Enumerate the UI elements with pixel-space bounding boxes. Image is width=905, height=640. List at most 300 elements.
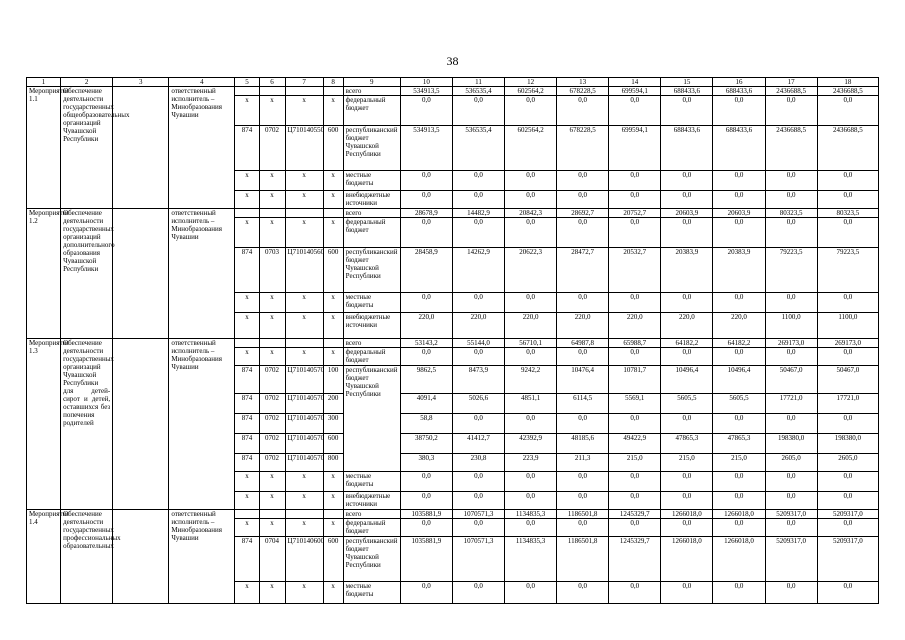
value-cell: 0,0 (765, 96, 817, 126)
value-cell: 0,0 (452, 414, 504, 434)
value-cell: 678228,5 (557, 87, 609, 96)
measure-cell: Мероприятие 1.4 (27, 510, 61, 604)
value-cell: 0,0 (505, 492, 557, 510)
column-header: 18 (817, 78, 878, 87)
code-type-cell: x (323, 492, 343, 510)
source-cell: республиканский бюджет Чувашской Республики (343, 366, 400, 472)
value-cell: 1266018,0 (661, 510, 713, 519)
value-cell: 0,0 (817, 293, 878, 313)
code-section-cell: x (259, 171, 285, 191)
source-cell: внебюджетные источники (343, 492, 400, 510)
value-cell: 1100,0 (765, 313, 817, 339)
code-admin-cell: 874 (235, 126, 259, 171)
value-cell: 1134835,3 (505, 510, 557, 519)
value-cell: 0,0 (557, 519, 609, 537)
value-cell: 269173,0 (817, 339, 878, 348)
code-admin-cell: 874 (235, 537, 259, 582)
value-cell: 0,0 (452, 582, 504, 604)
code-type-cell (323, 339, 343, 348)
value-cell: 230,8 (452, 454, 504, 472)
value-cell: 220,0 (661, 313, 713, 339)
value-cell: 20383,9 (661, 248, 713, 293)
empty-cell (113, 87, 169, 209)
value-cell: 0,0 (557, 218, 609, 248)
value-cell: 2605,0 (817, 454, 878, 472)
value-cell: 699594,1 (609, 126, 661, 171)
code-type-cell (323, 87, 343, 96)
value-cell: 688433,6 (661, 87, 713, 96)
column-header: 5 (235, 78, 259, 87)
code-type-cell: x (323, 313, 343, 339)
code-type-cell: x (323, 348, 343, 366)
measure-cell: Мероприятие 1.1 (27, 87, 61, 209)
value-cell: 5209317,0 (765, 510, 817, 519)
value-cell: 0,0 (765, 171, 817, 191)
value-cell: 9862,5 (400, 366, 452, 394)
value-cell: 0,0 (505, 293, 557, 313)
column-header: 17 (765, 78, 817, 87)
code-section-cell: x (259, 293, 285, 313)
value-cell: 1266018,0 (713, 510, 765, 519)
description-cell: Обеспечение деятельности государственных общеобразовательных организаций Чувашской Республики (61, 87, 113, 209)
value-cell: 0,0 (609, 218, 661, 248)
code-target-cell: x (285, 519, 323, 537)
code-section-cell: x (259, 492, 285, 510)
column-header: 11 (452, 78, 504, 87)
value-cell: 0,0 (452, 96, 504, 126)
source-cell: федеральный бюджет (343, 348, 400, 366)
code-target-cell: Ц710140600 (285, 537, 323, 582)
value-cell: 0,0 (400, 519, 452, 537)
code-section-cell (259, 209, 285, 218)
value-cell: 20842,3 (505, 209, 557, 218)
code-section-cell: x (259, 218, 285, 248)
column-header: 7 (285, 78, 323, 87)
value-cell: 0,0 (400, 171, 452, 191)
value-cell: 0,0 (817, 582, 878, 604)
value-cell: 0,0 (817, 348, 878, 366)
code-admin-cell: 874 (235, 434, 259, 454)
code-target-cell: x (285, 472, 323, 492)
value-cell: 0,0 (661, 492, 713, 510)
code-section-cell: x (259, 191, 285, 209)
value-cell: 220,0 (452, 313, 504, 339)
value-cell: 0,0 (400, 348, 452, 366)
value-cell: 14482,9 (452, 209, 504, 218)
column-header: 14 (609, 78, 661, 87)
value-cell: 17721,0 (817, 394, 878, 414)
value-cell: 2436688,5 (817, 87, 878, 96)
code-target-cell: x (285, 293, 323, 313)
value-cell: 0,0 (557, 472, 609, 492)
value-cell: 0,0 (609, 519, 661, 537)
value-cell: 1035881,9 (400, 537, 452, 582)
value-cell: 0,0 (713, 472, 765, 492)
column-header: 16 (713, 78, 765, 87)
value-cell: 0,0 (661, 171, 713, 191)
code-section-cell (259, 339, 285, 348)
value-cell: 5026,6 (452, 394, 504, 414)
value-cell: 0,0 (400, 293, 452, 313)
value-cell: 0,0 (557, 96, 609, 126)
code-target-cell (285, 209, 323, 218)
column-header: 13 (557, 78, 609, 87)
value-cell: 0,0 (661, 519, 713, 537)
budget-table (26, 77, 879, 604)
column-header: 15 (661, 78, 713, 87)
code-type-cell: 600 (323, 248, 343, 293)
value-cell: 678228,5 (557, 126, 609, 171)
value-cell: 1266018,0 (713, 537, 765, 582)
code-type-cell: 600 (323, 537, 343, 582)
value-cell: 5209317,0 (817, 537, 878, 582)
column-header: 6 (259, 78, 285, 87)
value-cell: 49422,9 (609, 434, 661, 454)
code-target-cell: x (285, 96, 323, 126)
code-type-cell: x (323, 582, 343, 604)
code-target-cell: x (285, 191, 323, 209)
value-cell: 0,0 (661, 218, 713, 248)
value-cell: 6114,5 (557, 394, 609, 414)
value-cell: 215,0 (713, 454, 765, 472)
value-cell: 0,0 (609, 171, 661, 191)
value-cell: 41412,7 (452, 434, 504, 454)
code-admin-cell: x (235, 191, 259, 209)
code-admin-cell (235, 209, 259, 218)
code-section-cell: x (259, 519, 285, 537)
value-cell: 48185,6 (557, 434, 609, 454)
source-cell: республиканский бюджет Чувашской Республики (343, 248, 400, 293)
value-cell: 1266018,0 (661, 537, 713, 582)
value-cell: 0,0 (713, 348, 765, 366)
column-header: 12 (505, 78, 557, 87)
empty-cell (113, 209, 169, 339)
value-cell: 380,3 (400, 454, 452, 472)
code-section-cell: 0702 (259, 366, 285, 394)
column-header: 3 (113, 78, 169, 87)
value-cell: 0,0 (452, 171, 504, 191)
column-header: 10 (400, 78, 452, 87)
table-row (27, 209, 879, 218)
value-cell: 215,0 (609, 454, 661, 472)
value-cell: 0,0 (505, 582, 557, 604)
value-cell: 0,0 (661, 191, 713, 209)
code-section-cell (259, 510, 285, 519)
value-cell: 64182,2 (661, 339, 713, 348)
code-section-cell: x (259, 96, 285, 126)
code-type-cell: 200 (323, 394, 343, 414)
code-target-cell: Ц710140570 (285, 394, 323, 414)
value-cell: 223,9 (505, 454, 557, 472)
code-admin-cell: x (235, 582, 259, 604)
value-cell: 534913,5 (400, 126, 452, 171)
executor-cell: ответственный исполнитель – Минобразования Чувашии (169, 339, 235, 510)
value-cell: 0,0 (557, 414, 609, 434)
value-cell: 602564,2 (505, 87, 557, 96)
code-type-cell (323, 510, 343, 519)
code-type-cell: x (323, 191, 343, 209)
value-cell: 80323,5 (817, 209, 878, 218)
code-admin-cell: x (235, 96, 259, 126)
value-cell: 0,0 (765, 519, 817, 537)
value-cell: 8473,9 (452, 366, 504, 394)
code-target-cell (285, 339, 323, 348)
value-cell: 220,0 (400, 313, 452, 339)
column-header: 4 (169, 78, 235, 87)
value-cell: 0,0 (609, 472, 661, 492)
value-cell: 5605,5 (661, 394, 713, 414)
value-cell: 4091,4 (400, 394, 452, 414)
value-cell: 0,0 (765, 582, 817, 604)
value-cell: 0,0 (713, 492, 765, 510)
value-cell: 50467,0 (765, 366, 817, 394)
code-section-cell: x (259, 348, 285, 366)
code-admin-cell (235, 87, 259, 96)
source-cell: республиканский бюджет Чувашской Республики (343, 537, 400, 582)
table-row (27, 339, 879, 348)
value-cell: 10781,7 (609, 366, 661, 394)
value-cell: 56710,1 (505, 339, 557, 348)
value-cell: 20532,7 (609, 248, 661, 293)
executor-cell: ответственный исполнитель – Минобразования Чувашии (169, 510, 235, 604)
value-cell: 536535,4 (452, 87, 504, 96)
code-type-cell (323, 209, 343, 218)
code-type-cell: x (323, 218, 343, 248)
code-section-cell: 0702 (259, 394, 285, 414)
value-cell: 0,0 (765, 414, 817, 434)
value-cell: 536535,4 (452, 126, 504, 171)
code-admin-cell: x (235, 472, 259, 492)
code-type-cell: 600 (323, 126, 343, 171)
code-target-cell: Ц710140570 (285, 454, 323, 472)
value-cell: 0,0 (400, 472, 452, 492)
value-cell: 0,0 (765, 492, 817, 510)
value-cell: 269173,0 (765, 339, 817, 348)
value-cell: 0,0 (713, 96, 765, 126)
value-cell: 1100,0 (817, 313, 878, 339)
column-header: 1 (27, 78, 61, 87)
code-admin-cell: 874 (235, 394, 259, 414)
value-cell: 0,0 (505, 218, 557, 248)
value-cell: 688433,6 (713, 87, 765, 96)
source-cell: всего (343, 339, 400, 348)
value-cell: 1070571,3 (452, 510, 504, 519)
value-cell: 10496,4 (661, 366, 713, 394)
value-cell: 0,0 (713, 218, 765, 248)
value-cell: 1245329,7 (609, 510, 661, 519)
table-row (27, 87, 879, 96)
value-cell: 47865,3 (661, 434, 713, 454)
value-cell: 0,0 (609, 414, 661, 434)
source-cell: местные бюджеты (343, 582, 400, 604)
value-cell: 0,0 (817, 414, 878, 434)
code-type-cell: x (323, 96, 343, 126)
value-cell: 0,0 (452, 348, 504, 366)
value-cell: 2436688,5 (765, 126, 817, 171)
code-target-cell: x (285, 313, 323, 339)
code-type-cell: 800 (323, 454, 343, 472)
value-cell: 0,0 (609, 582, 661, 604)
value-cell: 50467,0 (817, 366, 878, 394)
value-cell: 0,0 (557, 293, 609, 313)
code-type-cell: 600 (323, 434, 343, 454)
header-row (27, 78, 879, 87)
code-target-cell: Ц710140560 (285, 248, 323, 293)
value-cell: 1245329,7 (609, 537, 661, 582)
code-section-cell (259, 87, 285, 96)
value-cell: 198380,0 (765, 434, 817, 454)
value-cell: 5209317,0 (765, 537, 817, 582)
source-cell: федеральный бюджет (343, 218, 400, 248)
value-cell: 0,0 (661, 348, 713, 366)
value-cell: 0,0 (609, 191, 661, 209)
source-cell: внебюджетные источники (343, 191, 400, 209)
code-section-cell: 0702 (259, 414, 285, 434)
value-cell: 0,0 (505, 414, 557, 434)
value-cell: 0,0 (400, 218, 452, 248)
code-target-cell: Ц710140570 (285, 434, 323, 454)
value-cell: 0,0 (817, 96, 878, 126)
value-cell: 0,0 (400, 96, 452, 126)
source-cell: федеральный бюджет (343, 96, 400, 126)
value-cell: 0,0 (557, 582, 609, 604)
value-cell: 0,0 (452, 492, 504, 510)
executor-cell: ответственный исполнитель – Минобразования Чувашии (169, 209, 235, 339)
page-number: 38 (446, 54, 459, 68)
value-cell: 0,0 (400, 191, 452, 209)
value-cell: 53143,2 (400, 339, 452, 348)
code-type-cell: x (323, 519, 343, 537)
table-body (27, 78, 879, 604)
value-cell: 0,0 (400, 582, 452, 604)
code-target-cell: Ц710140570 (285, 414, 323, 434)
column-header: 2 (61, 78, 113, 87)
value-cell: 699594,1 (609, 87, 661, 96)
value-cell: 38750,2 (400, 434, 452, 454)
executor-cell: ответственный исполнитель – Минобразования Чувашии (169, 87, 235, 209)
value-cell: 0,0 (713, 171, 765, 191)
value-cell: 2605,0 (765, 454, 817, 472)
value-cell: 0,0 (661, 472, 713, 492)
value-cell: 17721,0 (765, 394, 817, 414)
measure-cell: Мероприятие 1.3 (27, 339, 61, 510)
value-cell: 198380,0 (817, 434, 878, 454)
code-admin-cell: x (235, 218, 259, 248)
source-cell: федеральный бюджет (343, 519, 400, 537)
code-section-cell: 0702 (259, 126, 285, 171)
code-target-cell (285, 510, 323, 519)
value-cell: 0,0 (765, 472, 817, 492)
value-cell: 1035881,9 (400, 510, 452, 519)
value-cell: 0,0 (765, 218, 817, 248)
code-section-cell: 0703 (259, 248, 285, 293)
value-cell: 211,3 (557, 454, 609, 472)
code-target-cell: x (285, 171, 323, 191)
value-cell: 0,0 (713, 414, 765, 434)
value-cell: 4851,1 (505, 394, 557, 414)
empty-cell (113, 510, 169, 604)
value-cell: 0,0 (452, 293, 504, 313)
value-cell: 1186501,8 (557, 510, 609, 519)
value-cell: 220,0 (505, 313, 557, 339)
code-admin-cell: 874 (235, 454, 259, 472)
value-cell: 0,0 (505, 171, 557, 191)
value-cell: 0,0 (661, 293, 713, 313)
value-cell: 0,0 (713, 519, 765, 537)
value-cell: 0,0 (557, 171, 609, 191)
code-admin-cell: x (235, 348, 259, 366)
code-type-cell: x (323, 171, 343, 191)
value-cell: 0,0 (557, 348, 609, 366)
source-cell: местные бюджеты (343, 472, 400, 492)
code-target-cell: x (285, 492, 323, 510)
code-admin-cell (235, 510, 259, 519)
value-cell: 20752,7 (609, 209, 661, 218)
value-cell: 10496,4 (713, 366, 765, 394)
code-admin-cell: 874 (235, 248, 259, 293)
description-cell: Обеспечение деятельности государственных профессиональных образовательных (61, 510, 113, 604)
value-cell: 0,0 (817, 218, 878, 248)
value-cell: 688433,6 (713, 126, 765, 171)
value-cell: 0,0 (400, 492, 452, 510)
code-admin-cell: x (235, 492, 259, 510)
source-cell: всего (343, 87, 400, 96)
value-cell: 10476,4 (557, 366, 609, 394)
value-cell: 534913,5 (400, 87, 452, 96)
value-cell: 55144,0 (452, 339, 504, 348)
value-cell: 0,0 (817, 171, 878, 191)
value-cell: 58,8 (400, 414, 452, 434)
measure-cell: Мероприятие 1.2 (27, 209, 61, 339)
value-cell: 42392,9 (505, 434, 557, 454)
code-admin-cell: x (235, 313, 259, 339)
value-cell: 65988,7 (609, 339, 661, 348)
value-cell: 0,0 (713, 293, 765, 313)
column-header: 9 (343, 78, 400, 87)
value-cell: 64987,8 (557, 339, 609, 348)
value-cell: 0,0 (661, 414, 713, 434)
code-section-cell: 0702 (259, 434, 285, 454)
value-cell: 0,0 (609, 348, 661, 366)
code-target-cell: x (285, 218, 323, 248)
value-cell: 0,0 (452, 191, 504, 209)
code-type-cell: x (323, 472, 343, 492)
value-cell: 47865,3 (713, 434, 765, 454)
value-cell: 0,0 (661, 96, 713, 126)
code-admin-cell: 874 (235, 366, 259, 394)
value-cell: 0,0 (713, 191, 765, 209)
code-target-cell: Ц710140570 (285, 366, 323, 394)
value-cell: 0,0 (557, 191, 609, 209)
code-section-cell: x (259, 582, 285, 604)
code-admin-cell: x (235, 293, 259, 313)
value-cell: 220,0 (713, 313, 765, 339)
value-cell: 220,0 (557, 313, 609, 339)
code-section-cell: x (259, 313, 285, 339)
value-cell: 5209317,0 (817, 510, 878, 519)
source-cell: всего (343, 510, 400, 519)
value-cell: 20603,9 (713, 209, 765, 218)
code-section-cell: 0702 (259, 454, 285, 472)
value-cell: 2436688,5 (765, 87, 817, 96)
value-cell: 0,0 (713, 582, 765, 604)
value-cell: 2436688,5 (817, 126, 878, 171)
code-target-cell (285, 87, 323, 96)
code-admin-cell: x (235, 519, 259, 537)
value-cell: 0,0 (452, 472, 504, 492)
value-cell: 28472,7 (557, 248, 609, 293)
code-target-cell: x (285, 582, 323, 604)
